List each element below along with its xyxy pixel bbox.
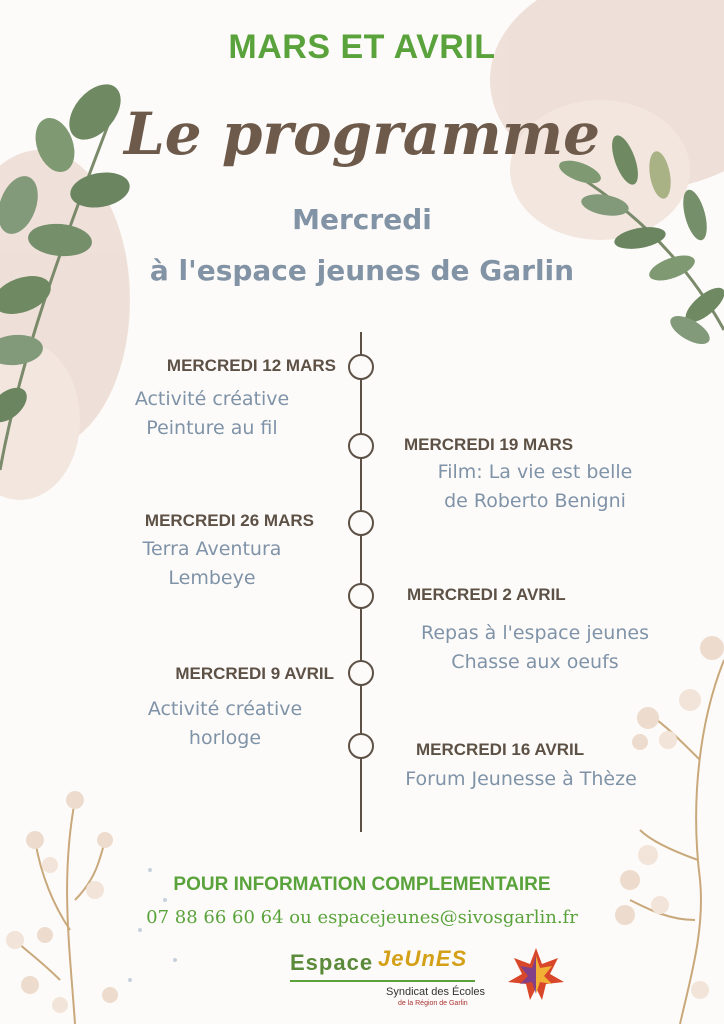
info-title: POUR INFORMATION COMPLEMENTAIRE	[173, 874, 551, 895]
event-activity	[390, 619, 680, 677]
event-line: Repas à l'espace jeunes	[421, 622, 649, 644]
timeline-dot	[348, 583, 374, 609]
logo-word-espace: Espace	[290, 950, 374, 975]
event-line: Activité créative	[147, 698, 303, 720]
event-line: Activité créative	[134, 388, 290, 410]
timeline-dot	[348, 354, 374, 380]
subtitle-day: Mercredi	[292, 203, 432, 236]
event-line: de Roberto Benigni	[444, 490, 626, 512]
logo-word-jeunes: JeUnES	[378, 946, 468, 971]
event-line: Peinture au fil	[146, 417, 278, 439]
event-line: Film: La vie est belle	[437, 461, 633, 483]
maple-leaf-logo-icon	[506, 944, 566, 1004]
espace-jeunes-logo	[290, 944, 570, 1019]
event-date: MERCREDI 2 AVRIL	[407, 585, 566, 604]
event-activity	[92, 385, 332, 443]
event-activity	[400, 458, 670, 516]
cotton-flower-icon	[615, 636, 724, 1024]
event-line: Chasse aux oeufs	[451, 651, 619, 673]
timeline-dot	[348, 510, 374, 536]
event-date: MERCREDI 9 AVRIL	[175, 664, 334, 683]
logo-underline	[290, 980, 475, 982]
timeline-dot	[348, 660, 374, 686]
event-line: Forum Jeunesse à Thèze	[405, 768, 637, 790]
event-date: MERCREDI 16 AVRIL	[416, 740, 585, 759]
event-date: MERCREDI 26 MARS	[144, 511, 314, 530]
event-line: Lembeye	[168, 567, 256, 589]
timeline-dot	[348, 733, 374, 759]
logo-subtitle-2: de la Région de Garlin	[398, 1000, 468, 1007]
page-title: Le programme	[123, 100, 600, 168]
event-date: MERCREDI 12 MARS	[166, 356, 336, 375]
contact-line: 07 88 66 60 64 ou espacejeunes@sivosgarlin.fr	[146, 907, 578, 928]
event-line: horloge	[188, 727, 262, 749]
subtitle-place: à l'espace jeunes de Garlin	[149, 254, 575, 287]
event-date: MERCREDI 19 MARS	[404, 435, 574, 454]
logo-subtitle: Syndicat des Écoles	[386, 986, 486, 998]
timeline-dot	[348, 433, 374, 459]
event-activity	[376, 765, 666, 794]
header-months: MARS ET AVRIL	[228, 28, 496, 66]
event-line: Terra Aventura	[142, 538, 282, 560]
event-activity	[105, 695, 345, 753]
event-activity	[92, 535, 332, 593]
